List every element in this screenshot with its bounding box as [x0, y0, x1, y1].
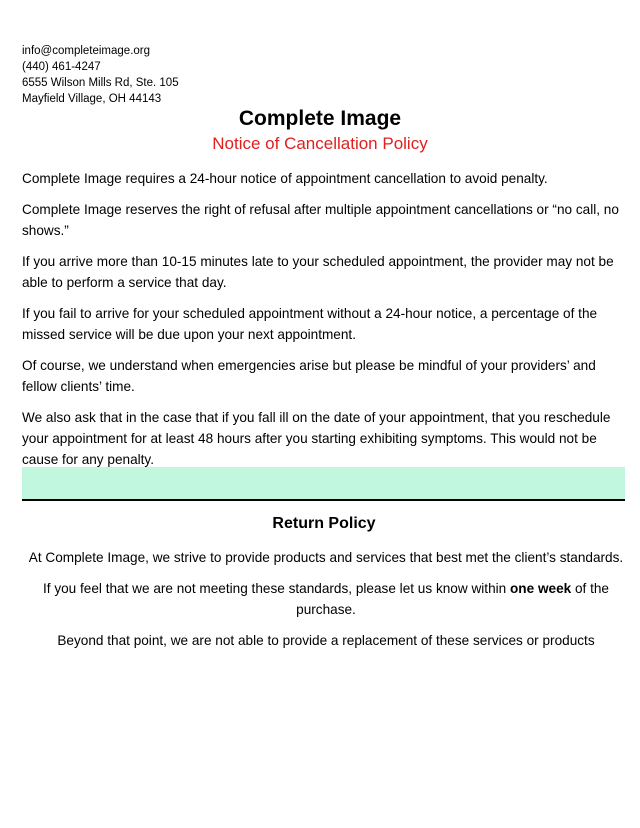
return-text: of the purchase.: [296, 581, 609, 617]
document-subtitle: Notice of Cancellation Policy: [212, 134, 428, 153]
policy-paragraph: We also ask that in the case that if you fall ill on the date of your appointment, that you reschedule your appointment for at least 48 hours after you starting exhibiting symptoms. This would not be cause for any penalty.: [22, 410, 611, 467]
policy-paragraph: If you arrive more than 10-15 minutes late to your scheduled appointment, the provider may not be able to perform a service that day.: [22, 254, 614, 290]
contact-city: Mayfield Village, OH 44143: [22, 93, 162, 105]
contact-phone: (440) 461-4247: [22, 61, 101, 73]
return-text: If you feel that we are not meeting these standards, please let us know within: [43, 581, 510, 596]
return-paragraph: Beyond that point, we are not able to provide a replacement of these services or products: [57, 633, 595, 648]
section-divider: [22, 499, 625, 501]
return-policy-body: [22, 547, 630, 661]
policy-paragraph: Complete Image reserves the right of refusal after multiple appointment cancellations or “no call, no shows.”: [22, 202, 619, 238]
policy-paragraph: Of course, we understand when emergencies arise but please be mindful of your providers’ and fellow clients’ time.: [22, 358, 596, 394]
return-paragraph: [22, 578, 630, 620]
highlight-band: [22, 467, 625, 499]
policy-paragraph: If you fail to arrive for your scheduled appointment without a 24-hour notice, a percentage of the missed service will be due upon your next appointment.: [22, 306, 598, 342]
return-paragraph: At Complete Image, we strive to provide products and services that best met the client’s standards.: [28, 550, 624, 565]
return-policy-title: Return Policy: [272, 515, 376, 532]
contact-block: [22, 43, 179, 107]
policy-paragraph: Complete Image requires a 24-hour notice of appointment cancellation to avoid penalty.: [22, 171, 548, 186]
return-deadline: one week: [510, 581, 572, 596]
cancellation-policy-body: [22, 168, 622, 480]
document-title: Complete Image: [238, 107, 402, 130]
contact-email: info@completeimage.org: [22, 45, 151, 57]
contact-street: 6555 Wilson Mills Rd, Ste. 105: [22, 77, 179, 89]
